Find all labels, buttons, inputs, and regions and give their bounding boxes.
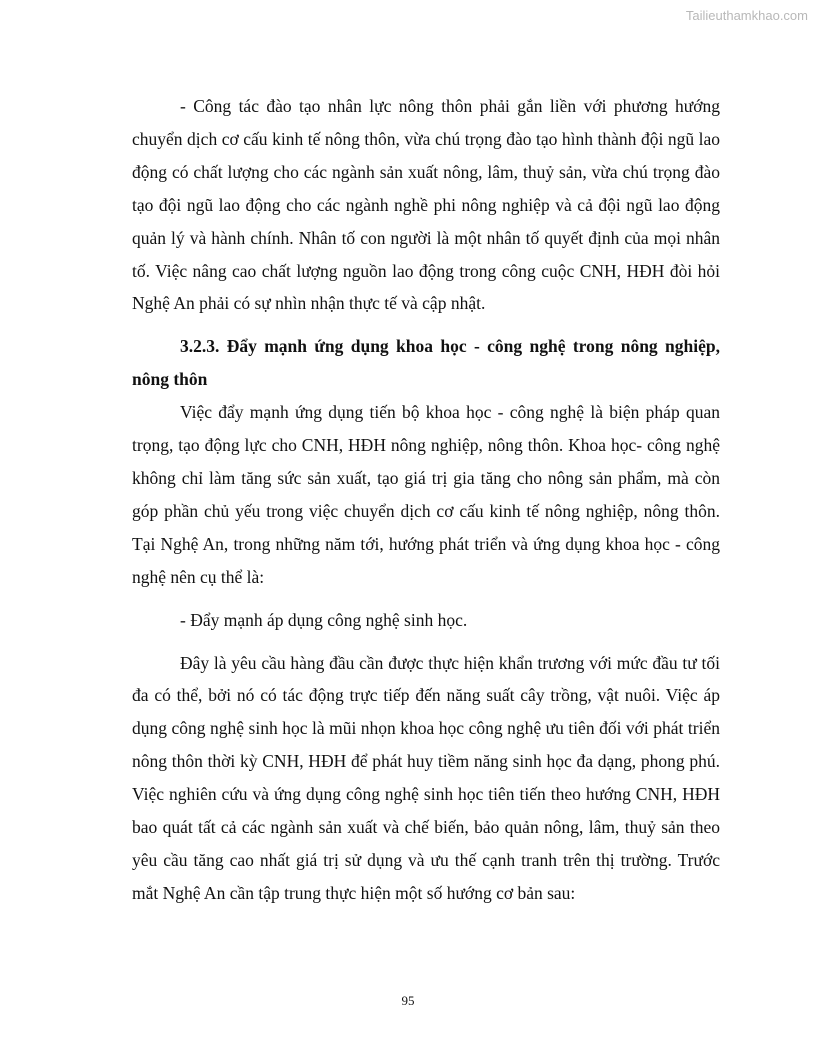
bullet-biotech: - Đẩy mạnh áp dụng công nghệ sinh học.	[180, 609, 468, 630]
paragraph-science-tech: Việc đẩy mạnh ứng dụng tiến bộ khoa học - công nghệ là biện pháp quan trọng, tạo động lực cho CNH, HĐH nông nghiệp, nông thôn. Khoa học- công nghệ không chỉ làm tăng sức sản xuất, tạo giá trị gia tăng cho nông sản phẩm, mà còn góp phần chủ yếu trong việc chuyển dịch cơ cấu kinh tế nông nghiệp, nông thôn. Tại Nghệ An, trong những năm tới, hướng phát triển và ứng dụng khoa học - công nghệ nên cụ thể là:	[132, 402, 720, 587]
paragraph-training: - Công tác đào tạo nhân lực nông thôn phải gắn liền với phương hướng chuyển dịch cơ cấu kinh tế nông thôn, vừa chú trọng đào tạo hình thành đội ngũ lao động có chất lượng cho các ngành sản xuất nông, lâm, thuỷ sản, vừa chú trọng đào tạo đội ngũ lao động cho các ngành nghề phi nông nghiệp và cả đội ngũ lao động quản lý và hành chính. Nhân tố con người là một nhân tố quyết định của mọi nhân tố. Việc nâng cao chất lượng nguồn lao động trong công cuộc CNH, HĐH đòi hỏi Nghệ An phải có sự nhìn nhận thực tế và cập nhật.	[132, 96, 720, 314]
watermark: Tailieuthamkhao.com	[685, 8, 808, 23]
page-number: 95	[401, 993, 415, 1008]
page-body	[132, 90, 720, 910]
paragraph-biotech: Đây là yêu cầu hàng đầu cần được thực hiện khẩn trương với mức đầu tư tối đa có thể, bởi nó có tác động trực tiếp đến năng suất cây trồng, vật nuôi. Việc áp dụng công nghệ sinh học là mũi nhọn khoa học công nghệ ưu tiên đối với phát triển nông thôn thời kỳ CNH, HĐH để phát huy tiềm năng sinh học đa dạng, phong phú. Việc nghiên cứu và ứng dụng công nghệ sinh học tiên tiến theo hướng CNH, HĐH bao quát tất cả các ngành sản xuất và chế biến, bảo quản nông, lâm, thuỷ sản theo yêu cầu tăng cao nhất giá trị sử dụng và ưu thế cạnh tranh trên thị trường. Trước mắt Nghệ An cần tập trung thực hiện một số hướng cơ bản sau:	[132, 652, 720, 903]
section-heading: 3.2.3. Đẩy mạnh ứng dụng khoa học - công nghệ trong nông nghiệp, nông thôn	[132, 336, 720, 390]
